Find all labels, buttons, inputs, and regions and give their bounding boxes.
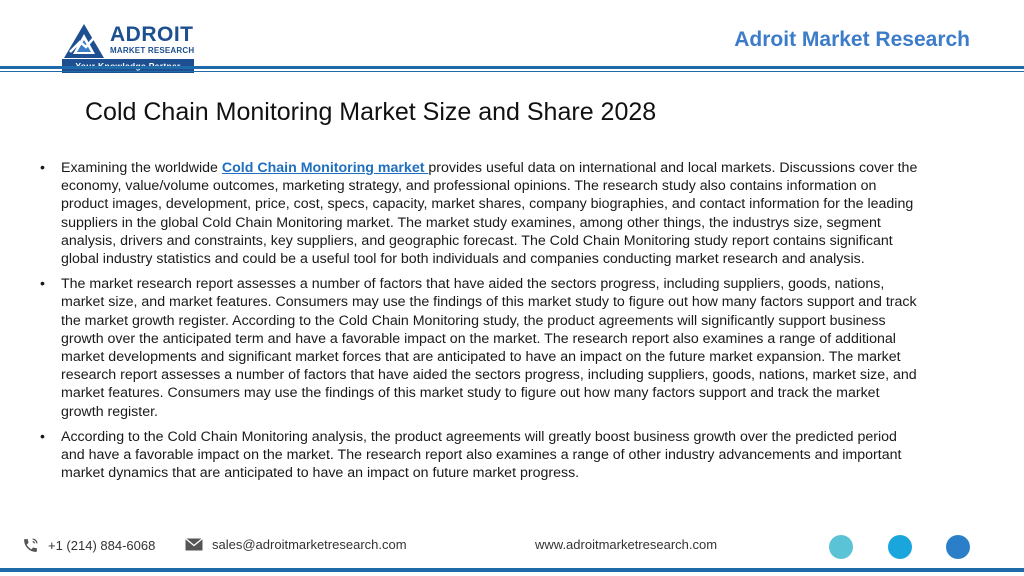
bullet-item [38,159,918,268]
bullet-item [38,275,918,421]
decorative-dot-3 [946,535,970,559]
footer-divider [0,568,1024,572]
bullet-text-prefix: Examining the worldwide [61,160,222,176]
footer-phone [22,537,155,554]
header-brand-name: Adroit Market Research [734,28,970,51]
page-title: Cold Chain Monitoring Market Size and Share 2028 [85,98,657,126]
bullet-marker: • [40,276,45,293]
bullet-marker: • [40,160,45,176]
header-divider [0,66,1024,69]
market-report-link[interactable]: Cold Chain Monitoring market [221,160,429,176]
bullet-text: According to the Cold Chain Monitoring analysis, the product agreements will greatly boost business growth over the predicted period and have a favorable impact on the market. The research report also examines a range of other industry advancements and important market dynamics that are anticipated to have an impact on future market progress. [61,428,902,482]
mail-icon [185,538,203,551]
bullet-item [38,428,918,483]
footer-email [185,537,407,552]
bullet-text-suffix: provides useful data on international and local markets. Discussions cover the economy, value/volume outcomes, marketing strategy, and professional opinions. The research study also contains information on product images, development, price, cost, specs, capacity, market shares, company biographies, and contact information for the leading suppliers in the global Cold Chain Monitoring market. The market study examines, among other things, the industrys size, segment analysis, drivers and constraints, key suppliers, and geographic forecast. The Cold Chain Monitoring study report contains significant global industry statistics and could be a useful tool for both individuals and companies conducting market research and analysis. [61,160,918,268]
decorative-dot-2 [888,535,912,559]
phone-number: +1 (214) 884-6068 [48,538,156,553]
bullet-marker: • [40,428,45,445]
email-address[interactable]: sales@adroitmarketresearch.com [212,537,407,552]
bullet-text: The market research report assesses a number of factors that have aided the sectors progress, including suppliers, goods, nations, market size, and market features. Consumers may use the findings of this market study to figure out how many factors support and track the market growth register. According to the Cold Chain Monitoring study, the product agreements will significantly support business growth over the anticipated term and have a favorable impact on the market. The research report also examines a range of additional market developments and significant market forces that are anticipated to have an impact on the future market expansion. The market research report assesses a number of factors that have aided the sectors progress, including suppliers, goods, nations, market size, and market features. Consumers may use the findings of this market study to figure out how many factors support and track the market growth register. [61,276,917,420]
decorative-dot-1 [829,535,853,559]
logo-subtitle: MARKET RESEARCH [110,46,195,55]
bullet-list [38,159,918,489]
phone-icon [22,537,39,554]
logo-name: ADROIT [110,23,194,46]
website-url[interactable]: www.adroitmarketresearch.com [535,537,718,552]
logo-triangle-icon [62,22,106,60]
footer-website [535,537,717,552]
header-divider-thin [0,71,1024,72]
